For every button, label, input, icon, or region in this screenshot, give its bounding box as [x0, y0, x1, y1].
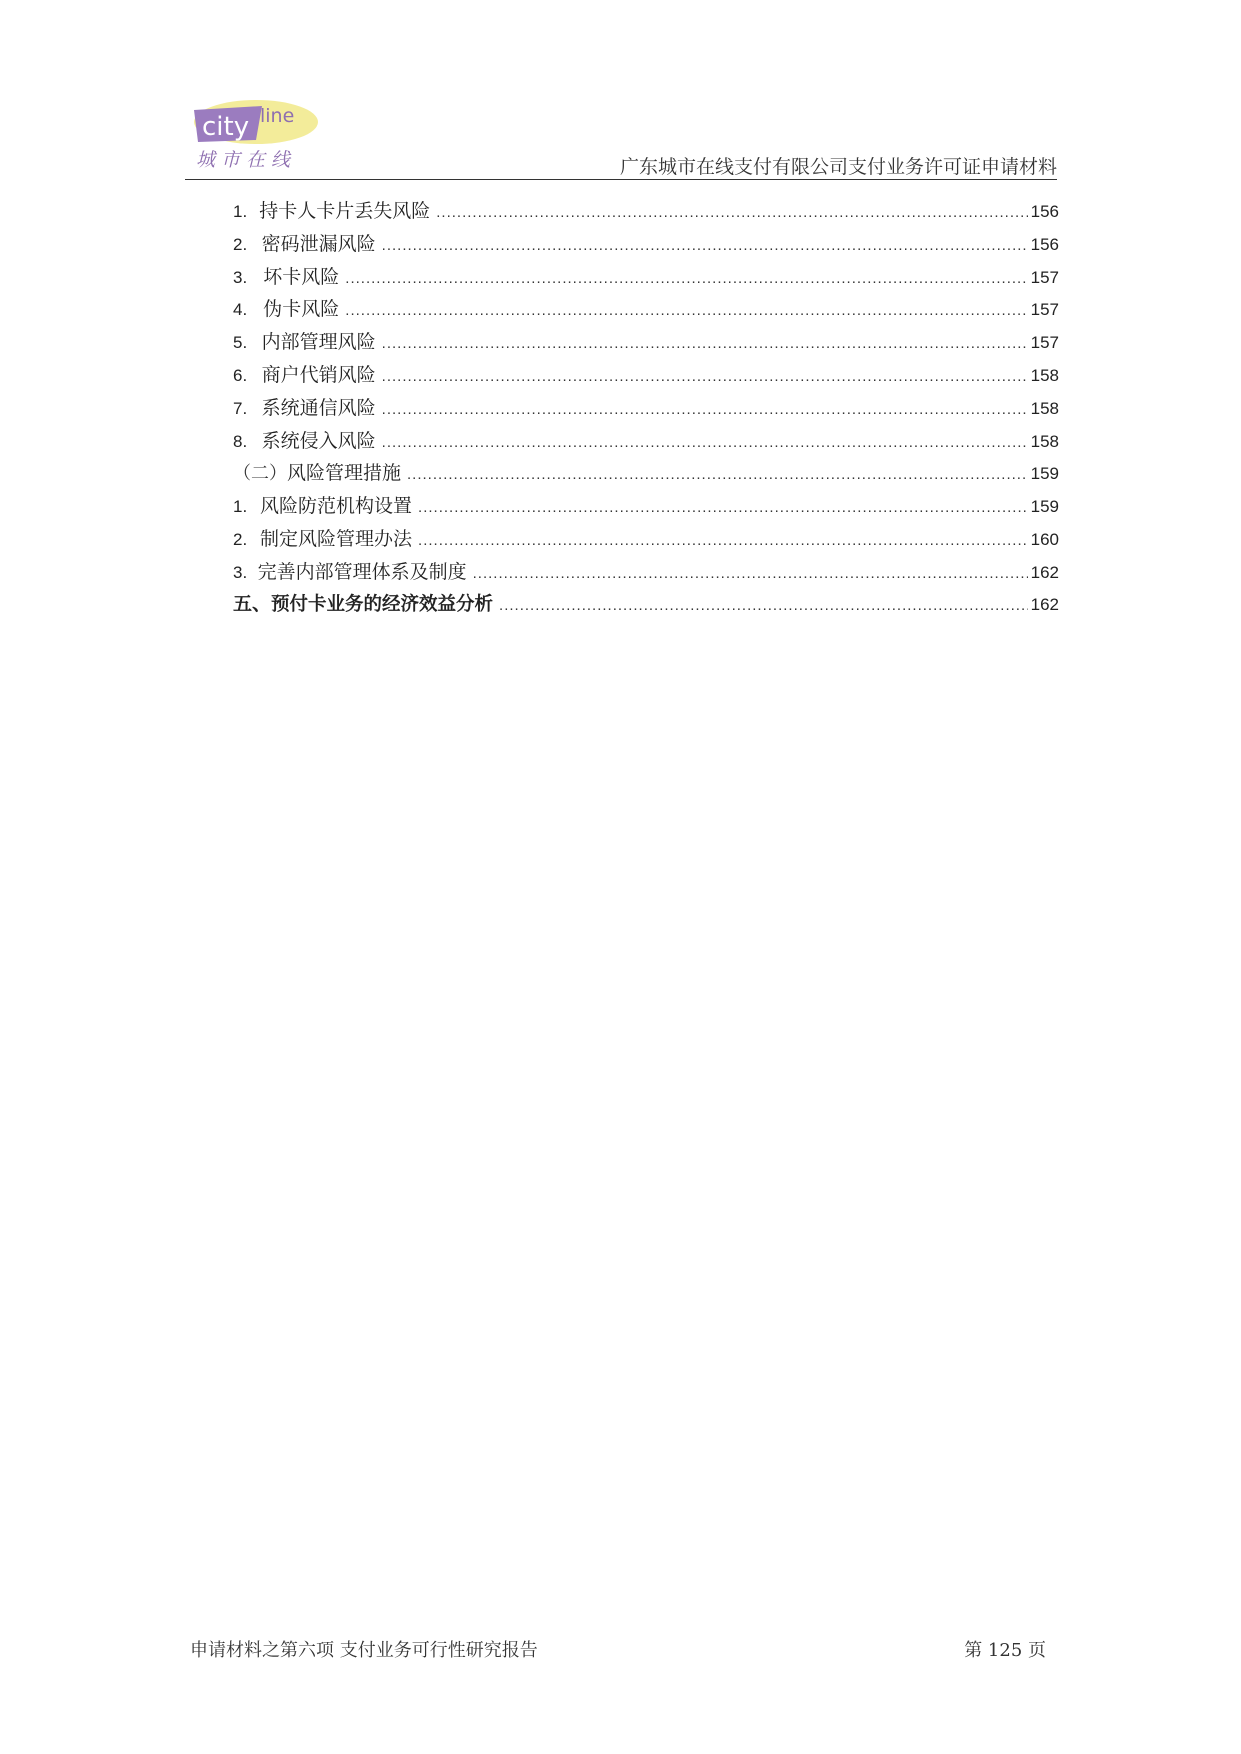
- toc-entry-title[interactable]: 持卡人卡片丢失风险: [259, 200, 431, 222]
- toc-dot-leader: [436, 197, 1027, 230]
- toc-entry-title[interactable]: 风险防范机构设置: [260, 495, 413, 518]
- toc-entry[interactable]: [233, 293, 1059, 326]
- toc-entry-title[interactable]: 风险管理措施: [287, 462, 402, 485]
- toc-entry-number: （二）: [233, 463, 287, 485]
- toc-dot-leader: [382, 427, 1028, 460]
- toc-entry-page[interactable]: 156: [1030, 202, 1059, 221]
- toc-entry[interactable]: [233, 457, 1059, 490]
- toc-entry-page[interactable]: 158: [1030, 431, 1059, 451]
- toc-entry-number: 7.: [233, 398, 248, 418]
- toc-dot-leader: [382, 328, 1028, 361]
- toc-entry-number: 五、: [233, 593, 272, 615]
- toc-entry-page[interactable]: 158: [1030, 365, 1059, 385]
- header-title: 广东城市在线支付有限公司支付业务许可证申请材料: [619, 156, 1057, 178]
- toc-dot-leader: [418, 525, 1028, 558]
- toc-entry-number: 2.: [233, 234, 248, 254]
- toc-entry[interactable]: [233, 359, 1059, 392]
- toc-entry-number: 2.: [233, 529, 248, 549]
- toc-entry[interactable]: [233, 228, 1059, 261]
- footer-page-number: 第 125 页: [964, 1640, 1046, 1661]
- footer-document-name: 申请材料之第六项 支付业务可行性研究报告: [190, 1640, 538, 1661]
- toc-entry[interactable]: [233, 589, 1059, 622]
- toc-entry-number: 4.: [233, 300, 248, 320]
- toc-entry-number: 5.: [233, 333, 248, 353]
- toc-entry-page[interactable]: 162: [1030, 594, 1059, 614]
- toc-dot-leader: [345, 263, 1027, 296]
- toc-entry-number: 6.: [233, 365, 248, 385]
- toc-entry-page[interactable]: 159: [1030, 464, 1059, 484]
- toc-entry-title[interactable]: 内部管理风险: [261, 331, 376, 354]
- toc-entry-number: 1.: [233, 497, 248, 517]
- toc-entry[interactable]: [233, 392, 1059, 425]
- toc-entry-page[interactable]: 160: [1030, 529, 1059, 549]
- toc-entry[interactable]: [233, 261, 1059, 294]
- toc-entry[interactable]: [233, 195, 1059, 228]
- toc-entry-title[interactable]: 坏卡风险: [263, 265, 340, 288]
- cityline-logo: [188, 96, 320, 176]
- toc-entry-title[interactable]: 制定风险管理办法: [260, 527, 413, 550]
- toc-entry-title[interactable]: 预付卡业务的经济效益分析: [271, 593, 494, 615]
- toc-entry-title[interactable]: 完善内部管理体系及制度: [257, 560, 467, 583]
- toc-entry-page[interactable]: 157: [1030, 300, 1059, 320]
- toc-entry-title[interactable]: 伪卡风险: [263, 298, 340, 321]
- logo-line-text: line: [260, 105, 295, 127]
- toc-dot-leader: [345, 295, 1027, 328]
- table-of-contents: [233, 195, 1059, 621]
- toc-entry-number: 1.: [233, 202, 248, 221]
- header-divider: [185, 179, 1057, 180]
- toc-entry-page[interactable]: 156: [1030, 234, 1059, 254]
- toc-dot-leader: [382, 230, 1028, 263]
- toc-entry-page[interactable]: 158: [1030, 398, 1059, 418]
- toc-dot-leader: [382, 361, 1028, 394]
- toc-dot-leader: [407, 459, 1028, 492]
- logo-graphic: [188, 96, 320, 176]
- toc-dot-leader: [382, 394, 1028, 427]
- toc-entry-number: 8.: [233, 431, 248, 451]
- toc-entry-page[interactable]: 159: [1030, 497, 1059, 517]
- toc-entry-title[interactable]: 密码泄漏风险: [261, 232, 376, 255]
- toc-entry[interactable]: [233, 556, 1059, 589]
- toc-entry-title[interactable]: 商户代销风险: [261, 363, 376, 386]
- toc-entry[interactable]: [233, 425, 1059, 458]
- toc-entry-page[interactable]: 157: [1030, 267, 1059, 287]
- toc-entry[interactable]: [233, 490, 1059, 523]
- toc-dot-leader: [473, 558, 1028, 591]
- toc-entry-page[interactable]: 157: [1030, 333, 1059, 353]
- toc-dot-leader: [418, 492, 1028, 525]
- logo-chinese-text: 城市在线: [196, 149, 297, 171]
- toc-entry-title[interactable]: 系统通信风险: [261, 396, 376, 419]
- toc-entry-number: 3.: [233, 562, 248, 582]
- toc-entry-title[interactable]: 系统侵入风险: [261, 429, 376, 452]
- toc-entry[interactable]: [233, 523, 1059, 556]
- toc-entry[interactable]: [233, 326, 1059, 359]
- toc-dot-leader: [499, 590, 1028, 623]
- toc-entry-page[interactable]: 162: [1030, 562, 1059, 582]
- toc-entry-number: 3.: [233, 267, 248, 287]
- logo-city-text: city: [202, 112, 250, 142]
